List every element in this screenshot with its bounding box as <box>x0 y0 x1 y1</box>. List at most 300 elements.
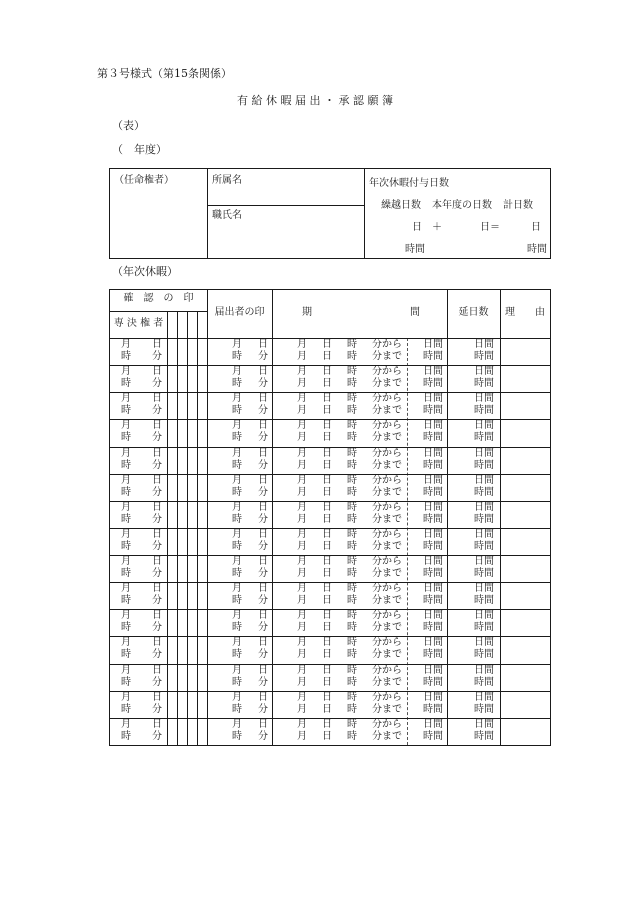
period-hours-unit: 時間 <box>423 378 443 390</box>
applicant-month: 月 <box>232 718 242 730</box>
authority-minute: 分 <box>152 540 162 552</box>
period-hours-unit: 時間 <box>423 405 443 417</box>
period-from-minute: 分から <box>372 339 402 350</box>
period-from-minute: 分から <box>372 610 402 622</box>
period-from-minute: 分から <box>372 691 402 703</box>
total-hours-unit: 時間 <box>474 405 494 417</box>
period-to-hour: 時 <box>347 486 357 498</box>
authority-day: 日 <box>152 664 162 676</box>
period-from-month: 月 <box>297 637 307 649</box>
period-from-hour: 時 <box>347 501 357 513</box>
total-hours-unit: 時間 <box>474 730 494 742</box>
period-to-hour: 時 <box>347 730 357 742</box>
table-row <box>110 555 550 582</box>
period-to-month: 月 <box>297 351 307 362</box>
total-days-unit: 日間 <box>474 447 494 459</box>
authority-hour: 時 <box>121 730 131 742</box>
applicant-hour: 時 <box>232 568 242 580</box>
period-from-minute: 分から <box>372 447 402 459</box>
period-to-day: 日 <box>322 540 332 552</box>
authority-day: 日 <box>152 366 162 378</box>
total-days-unit: 日間 <box>474 664 494 676</box>
authority-month: 月 <box>121 583 131 595</box>
authority-minute: 分 <box>152 459 162 471</box>
period-to-day: 日 <box>322 351 332 362</box>
period-to-minute: 分まで <box>372 459 402 471</box>
period-hours-unit: 時間 <box>423 432 443 444</box>
authority-hour: 時 <box>121 568 131 580</box>
applicant-minute: 分 <box>258 595 268 607</box>
period-from-month: 月 <box>297 339 307 350</box>
table-row <box>110 528 550 555</box>
applicant-minute: 分 <box>258 351 268 362</box>
period-to-minute: 分まで <box>372 540 402 552</box>
period-from-day: 日 <box>322 556 332 568</box>
period-from-minute: 分から <box>372 637 402 649</box>
period-from-month: 月 <box>297 664 307 676</box>
period-from-minute: 分から <box>372 366 402 378</box>
leave-table <box>109 289 551 746</box>
period-from-day: 日 <box>322 501 332 513</box>
total-hours-unit: 時間 <box>474 378 494 390</box>
period-from-day: 日 <box>322 447 332 459</box>
period-hours-unit: 時間 <box>423 703 443 715</box>
authority-month: 月 <box>121 393 131 405</box>
period-from-day: 日 <box>322 718 332 730</box>
authority-hour: 時 <box>121 622 131 634</box>
authority-month: 月 <box>121 447 131 459</box>
period-from-month: 月 <box>297 610 307 622</box>
applicant-month: 月 <box>232 637 242 649</box>
authority-day: 日 <box>152 637 162 649</box>
period-to-minute: 分まで <box>372 622 402 634</box>
authority-minute: 分 <box>152 432 162 444</box>
grant-title: 年次休暇付与日数 <box>369 178 449 189</box>
total-days-unit: 日間 <box>474 637 494 649</box>
fiscal-year-label: （ 年度） <box>112 143 167 156</box>
authority-minute: 分 <box>152 622 162 634</box>
applicant-month: 月 <box>232 664 242 676</box>
authority-month: 月 <box>121 339 131 350</box>
applicant-hour: 時 <box>232 351 242 362</box>
total-days-unit: 日間 <box>474 366 494 378</box>
period-header-right: 間 <box>410 307 420 318</box>
applicant-month: 月 <box>232 474 242 486</box>
period-days-unit: 日間 <box>423 366 443 378</box>
plus-sign: ＋ <box>432 222 442 233</box>
applicant-day: 日 <box>258 718 268 730</box>
authority-hour: 時 <box>121 459 131 471</box>
period-to-minute: 分まで <box>372 405 402 417</box>
delegated-authority-header: 専 決 権 者 <box>113 318 164 329</box>
total-hours-unit: 時間 <box>474 513 494 525</box>
authority-month: 月 <box>121 691 131 703</box>
period-to-minute: 分まで <box>372 486 402 498</box>
period-from-day: 日 <box>322 691 332 703</box>
period-to-month: 月 <box>297 405 307 417</box>
period-to-month: 月 <box>297 676 307 688</box>
period-hours-unit: 時間 <box>423 595 443 607</box>
period-from-month: 月 <box>297 393 307 405</box>
applicant-month: 月 <box>232 501 242 513</box>
authority-day: 日 <box>152 610 162 622</box>
period-to-day: 日 <box>322 676 332 688</box>
table-row <box>110 691 550 718</box>
authority-month: 月 <box>121 556 131 568</box>
period-hours-unit: 時間 <box>423 676 443 688</box>
period-to-day: 日 <box>322 568 332 580</box>
authority-month: 月 <box>121 528 131 540</box>
applicant-minute: 分 <box>258 513 268 525</box>
applicant-month: 月 <box>232 393 242 405</box>
authority-minute: 分 <box>152 730 162 742</box>
period-to-minute: 分まで <box>372 649 402 661</box>
total-days-unit: 日間 <box>474 420 494 432</box>
applicant-day: 日 <box>258 610 268 622</box>
applicant-seal-header: 届出者の印 <box>214 307 265 318</box>
applicant-day: 日 <box>258 501 268 513</box>
period-days-unit: 日間 <box>423 393 443 405</box>
current-year-label: 本年度の日数 <box>432 200 492 211</box>
applicant-hour: 時 <box>232 378 242 390</box>
period-hours-unit: 時間 <box>423 730 443 742</box>
period-days-unit: 日間 <box>423 528 443 540</box>
period-to-day: 日 <box>322 513 332 525</box>
period-from-hour: 時 <box>347 610 357 622</box>
period-from-month: 月 <box>297 366 307 378</box>
authority-minute: 分 <box>152 513 162 525</box>
applicant-minute: 分 <box>258 459 268 471</box>
period-from-month: 月 <box>297 556 307 568</box>
applicant-hour: 時 <box>232 405 242 417</box>
table-row <box>110 419 550 446</box>
period-from-day: 日 <box>322 366 332 378</box>
period-to-month: 月 <box>297 513 307 525</box>
applicant-hour: 時 <box>232 730 242 742</box>
table-row <box>110 474 550 501</box>
applicant-minute: 分 <box>258 568 268 580</box>
applicant-minute: 分 <box>258 432 268 444</box>
applicant-minute: 分 <box>258 676 268 688</box>
form-title: 有 給 休 暇 届 出 ・ 承 認 願 簿 <box>237 94 393 107</box>
period-to-month: 月 <box>297 568 307 580</box>
applicant-hour: 時 <box>232 432 242 444</box>
period-from-hour: 時 <box>347 718 357 730</box>
applicant-hour: 時 <box>232 486 242 498</box>
authority-hour: 時 <box>121 432 131 444</box>
department-label: 所属名 <box>212 175 242 186</box>
table-row <box>110 392 550 419</box>
applicant-month: 月 <box>232 366 242 378</box>
total-days-unit: 日間 <box>474 718 494 730</box>
table-row <box>110 636 550 663</box>
period-from-minute: 分から <box>372 528 402 540</box>
applicant-hour: 時 <box>232 540 242 552</box>
period-hours-unit: 時間 <box>423 568 443 580</box>
confirmation-subheader-line <box>110 311 207 312</box>
period-from-minute: 分から <box>372 664 402 676</box>
period-to-minute: 分まで <box>372 351 402 362</box>
table-row <box>110 365 550 392</box>
authority-day: 日 <box>152 339 162 350</box>
authority-minute: 分 <box>152 595 162 607</box>
side-label: （表） <box>112 119 145 132</box>
total-label: 計日数 <box>503 200 533 211</box>
applicant-day: 日 <box>258 637 268 649</box>
applicant-minute: 分 <box>258 378 268 390</box>
total-hours-unit: 時間 <box>474 459 494 471</box>
authority-month: 月 <box>121 664 131 676</box>
authority-hour: 時 <box>121 513 131 525</box>
authority-minute: 分 <box>152 378 162 390</box>
applicant-hour: 時 <box>232 676 242 688</box>
period-from-hour: 時 <box>347 447 357 459</box>
table-row <box>110 338 550 365</box>
period-to-minute: 分まで <box>372 595 402 607</box>
authority-month: 月 <box>121 637 131 649</box>
period-from-day: 日 <box>322 528 332 540</box>
applicant-day: 日 <box>258 474 268 486</box>
table-row <box>110 664 550 691</box>
period-hours-unit: 時間 <box>423 486 443 498</box>
period-to-minute: 分まで <box>372 676 402 688</box>
period-days-unit: 日間 <box>423 339 443 350</box>
applicant-day: 日 <box>258 447 268 459</box>
period-to-hour: 時 <box>347 649 357 661</box>
period-to-hour: 時 <box>347 676 357 688</box>
authority-month: 月 <box>121 474 131 486</box>
authority-hour: 時 <box>121 649 131 661</box>
period-from-day: 日 <box>322 474 332 486</box>
authority-month: 月 <box>121 501 131 513</box>
period-days-unit: 日間 <box>423 447 443 459</box>
period-days-unit: 日間 <box>423 583 443 595</box>
period-days-unit: 日間 <box>423 420 443 432</box>
header-box <box>109 168 551 259</box>
table-row <box>110 447 550 474</box>
section-label: （年次休暇） <box>112 265 178 278</box>
table-row <box>110 582 550 609</box>
header-divider-1 <box>207 169 208 258</box>
period-from-hour: 時 <box>347 664 357 676</box>
period-to-minute: 分まで <box>372 568 402 580</box>
total-days-header: 延日数 <box>458 307 489 318</box>
period-to-hour: 時 <box>347 622 357 634</box>
period-from-month: 月 <box>297 420 307 432</box>
period-from-hour: 時 <box>347 691 357 703</box>
period-from-minute: 分から <box>372 556 402 568</box>
applicant-day: 日 <box>258 583 268 595</box>
total-days-unit: 日間 <box>474 610 494 622</box>
period-to-month: 月 <box>297 486 307 498</box>
period-from-month: 月 <box>297 501 307 513</box>
period-to-hour: 時 <box>347 568 357 580</box>
total-hours-unit: 時間 <box>474 649 494 661</box>
total-days-unit: 日間 <box>474 393 494 405</box>
applicant-day: 日 <box>258 366 268 378</box>
period-to-hour: 時 <box>347 540 357 552</box>
applicant-day: 日 <box>258 420 268 432</box>
authority-day: 日 <box>152 691 162 703</box>
authority-hour: 時 <box>121 486 131 498</box>
period-to-day: 日 <box>322 703 332 715</box>
applicant-hour: 時 <box>232 703 242 715</box>
total-days-unit: 日間 <box>474 474 494 486</box>
applicant-month: 月 <box>232 447 242 459</box>
period-from-day: 日 <box>322 637 332 649</box>
applicant-minute: 分 <box>258 622 268 634</box>
table-row <box>110 609 550 636</box>
period-from-hour: 時 <box>347 528 357 540</box>
period-to-month: 月 <box>297 378 307 390</box>
period-to-hour: 時 <box>347 378 357 390</box>
period-from-day: 日 <box>322 420 332 432</box>
applicant-hour: 時 <box>232 649 242 661</box>
applicant-hour: 時 <box>232 595 242 607</box>
applicant-month: 月 <box>232 691 242 703</box>
confirmation-seal-header: 確 認 の 印 <box>123 293 194 304</box>
period-to-minute: 分まで <box>372 513 402 525</box>
period-to-hour: 時 <box>347 459 357 471</box>
period-from-minute: 分から <box>372 501 402 513</box>
applicant-month: 月 <box>232 583 242 595</box>
applicant-month: 月 <box>232 556 242 568</box>
period-days-unit: 日間 <box>423 691 443 703</box>
authority-day: 日 <box>152 420 162 432</box>
total-hours-unit: 時間 <box>474 351 494 362</box>
authority-month: 月 <box>121 610 131 622</box>
applicant-day: 日 <box>258 528 268 540</box>
period-from-hour: 時 <box>347 339 357 350</box>
period-hours-unit: 時間 <box>423 540 443 552</box>
period-to-hour: 時 <box>347 351 357 362</box>
header-divider-2 <box>364 169 365 258</box>
period-days-unit: 日間 <box>423 637 443 649</box>
authority-month: 月 <box>121 718 131 730</box>
period-to-month: 月 <box>297 459 307 471</box>
period-to-day: 日 <box>322 459 332 471</box>
period-to-month: 月 <box>297 730 307 742</box>
period-to-day: 日 <box>322 649 332 661</box>
total-days-unit: 日間 <box>474 339 494 350</box>
period-days-unit: 日間 <box>423 474 443 486</box>
period-from-day: 日 <box>322 393 332 405</box>
authority-hour: 時 <box>121 405 131 417</box>
period-to-hour: 時 <box>347 513 357 525</box>
applicant-hour: 時 <box>232 622 242 634</box>
authority-hour: 時 <box>121 676 131 688</box>
authority-day: 日 <box>152 528 162 540</box>
authority-day: 日 <box>152 474 162 486</box>
applicant-month: 月 <box>232 610 242 622</box>
period-from-hour: 時 <box>347 366 357 378</box>
total-hours-unit: 時間 <box>474 676 494 688</box>
period-from-minute: 分から <box>372 474 402 486</box>
carryover-label: 繰越日数 <box>381 200 421 211</box>
total-hours-unit: 時間 <box>474 486 494 498</box>
applicant-month: 月 <box>232 528 242 540</box>
period-to-day: 日 <box>322 405 332 417</box>
carryover-days-unit: 日 <box>412 222 422 233</box>
period-to-hour: 時 <box>347 432 357 444</box>
period-from-month: 月 <box>297 583 307 595</box>
position-name-label: 職氏名 <box>212 210 242 221</box>
period-hours-unit: 時間 <box>423 649 443 661</box>
authority-day: 日 <box>152 501 162 513</box>
period-from-day: 日 <box>322 583 332 595</box>
authority-day: 日 <box>152 393 162 405</box>
applicant-hour: 時 <box>232 513 242 525</box>
period-from-month: 月 <box>297 718 307 730</box>
total-hours-unit: 時間 <box>474 540 494 552</box>
authority-minute: 分 <box>152 351 162 362</box>
period-to-day: 日 <box>322 595 332 607</box>
period-days-unit: 日間 <box>423 556 443 568</box>
authority-month: 月 <box>121 366 131 378</box>
applicant-month: 月 <box>232 420 242 432</box>
total-hours-unit: 時間 <box>474 432 494 444</box>
applicant-hour: 時 <box>232 459 242 471</box>
authority-day: 日 <box>152 583 162 595</box>
period-to-month: 月 <box>297 649 307 661</box>
period-header-left: 期 <box>302 307 312 318</box>
applicant-minute: 分 <box>258 486 268 498</box>
applicant-day: 日 <box>258 556 268 568</box>
authority-hour: 時 <box>121 703 131 715</box>
period-from-day: 日 <box>322 339 332 350</box>
total-hours-unit: 時間 <box>527 244 547 255</box>
authority-minute: 分 <box>152 649 162 661</box>
period-from-minute: 分から <box>372 393 402 405</box>
carryover-hours-unit: 時間 <box>405 244 425 255</box>
period-hours-unit: 時間 <box>423 459 443 471</box>
header-middle-divider <box>207 205 364 206</box>
authority-hour: 時 <box>121 540 131 552</box>
period-hours-unit: 時間 <box>423 351 443 362</box>
applicant-minute: 分 <box>258 730 268 742</box>
period-to-minute: 分まで <box>372 432 402 444</box>
applicant-minute: 分 <box>258 405 268 417</box>
period-from-month: 月 <box>297 691 307 703</box>
form-number: 第３号様式（第15条関係） <box>97 67 232 80</box>
authority-hour: 時 <box>121 378 131 390</box>
period-hours-unit: 時間 <box>423 513 443 525</box>
appointer-label: （任命権者） <box>114 175 174 186</box>
period-from-hour: 時 <box>347 474 357 486</box>
period-to-month: 月 <box>297 432 307 444</box>
period-to-hour: 時 <box>347 703 357 715</box>
period-to-month: 月 <box>297 595 307 607</box>
authority-day: 日 <box>152 556 162 568</box>
applicant-day: 日 <box>258 393 268 405</box>
total-hours-unit: 時間 <box>474 703 494 715</box>
period-to-month: 月 <box>297 540 307 552</box>
period-to-minute: 分まで <box>372 703 402 715</box>
authority-day: 日 <box>152 718 162 730</box>
reason-header: 理 由 <box>505 307 545 318</box>
period-from-hour: 時 <box>347 420 357 432</box>
period-from-hour: 時 <box>347 393 357 405</box>
period-days-unit: 日間 <box>423 664 443 676</box>
total-days-unit: 日間 <box>474 528 494 540</box>
authority-month: 月 <box>121 420 131 432</box>
authority-hour: 時 <box>121 351 131 362</box>
period-from-minute: 分から <box>372 718 402 730</box>
period-to-day: 日 <box>322 486 332 498</box>
table-row <box>110 718 550 745</box>
current-days-equals: 日＝ <box>480 222 500 233</box>
period-to-hour: 時 <box>347 405 357 417</box>
